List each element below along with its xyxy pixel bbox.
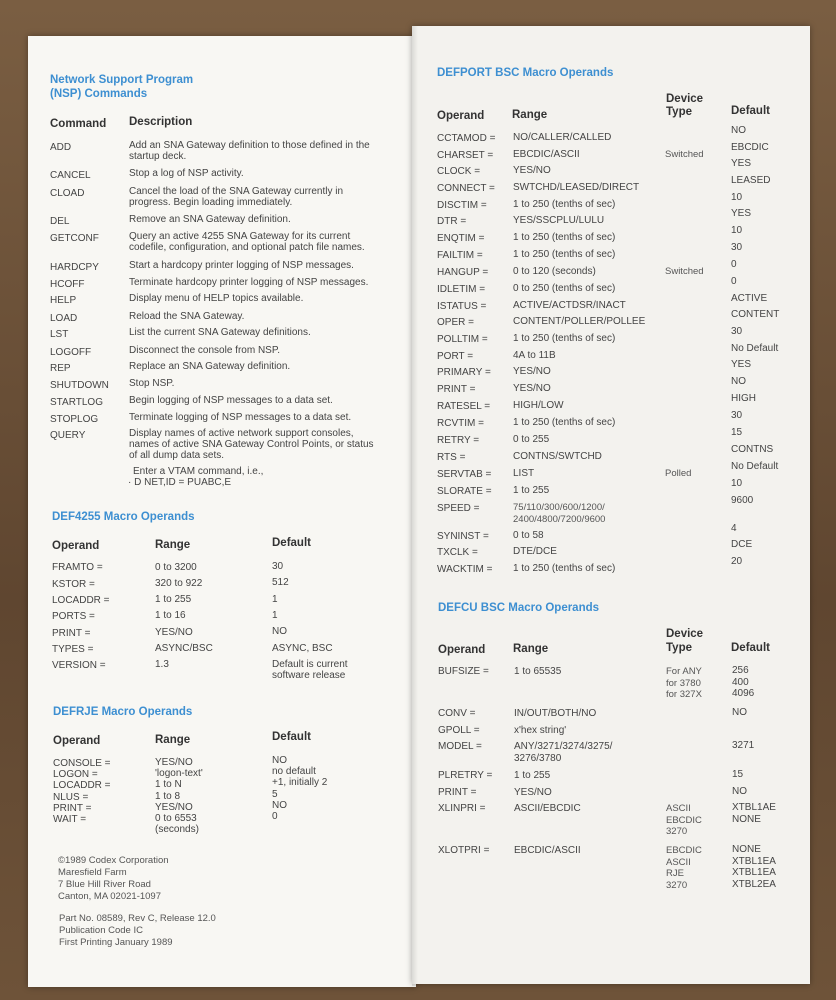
defrje-default: 5 (272, 788, 278, 800)
nsp-description: codefile, configuration, and optional patch file names. (129, 242, 365, 254)
defport-range: LIST (513, 468, 535, 479)
defport-range: 1 to 250 (tenths of sec) (513, 417, 616, 428)
nsp-command: QUERY (50, 430, 86, 442)
defport-range: HIGH/LOW (513, 400, 564, 411)
nsp-command: ADD (50, 142, 72, 153)
defport-range: DTE/DCE (513, 546, 557, 557)
defport-operand: CLOCK = (437, 166, 481, 177)
footer-part-line: Part No. 08589, Rev C, Release 12.0 (59, 913, 216, 924)
nsp-description: Start a hardcopy printer logging of NSP messages. (129, 259, 354, 271)
defcu-device-type: for 327X (666, 689, 702, 700)
defrje-operand: PRINT = (53, 802, 92, 814)
def4255-range: YES/NO (155, 626, 193, 638)
defport-header-device: Device (666, 93, 704, 105)
defcu-range: IN/OUT/BOTH/NO (514, 708, 597, 719)
defrje-operand: LOGON = (53, 769, 98, 781)
nsp-description: Terminate logging of NSP messages to a data set. (129, 411, 352, 423)
nsp-description: progress. Begin loading immediately. (129, 196, 293, 208)
defcu-device-type: ASCII (666, 803, 691, 814)
footer-address-line: Canton, MA 02021-1097 (58, 891, 161, 902)
defcu-default: XTBL1AE (732, 802, 776, 813)
nsp-description: Begin logging of NSP messages to a data set. (129, 394, 333, 406)
defport-default: 10 (731, 192, 743, 203)
defport-range: 75/110/300/600/1200/ (513, 502, 605, 513)
defport-default: 30 (731, 242, 743, 253)
defport-operand: WACKTIM = (437, 564, 493, 575)
defport-range: ACTIVE/ACTDSR/INACT (513, 300, 626, 311)
def4255-default: ASYNC, BSC (272, 642, 333, 654)
defcu-default: XTBL1EA (732, 855, 776, 867)
defport-range: 1 to 250 (tenths of sec) (513, 249, 616, 260)
defrje-range: YES/NO (155, 801, 193, 813)
defport-header-device: Type (666, 106, 692, 118)
defcu-operand: XLOTPRI = (438, 845, 490, 856)
def4255-operand: PRINT = (52, 627, 91, 639)
defrje-title: DEFRJE Macro Operands (53, 706, 193, 718)
defport-operand: CONNECT = (437, 183, 495, 194)
defrje-range: 0 to 6553 (155, 813, 197, 824)
defport-operand: ENQTIM = (437, 233, 485, 244)
defport-operand: SLORATE = (437, 486, 492, 497)
defport-operand: OPER = (437, 317, 474, 328)
defcu-default: 400 (732, 676, 749, 688)
def4255-default: 512 (272, 577, 289, 589)
nsp-description: Add an SNA Gateway definition to those defined in the (129, 140, 370, 151)
def4255-range: 0 to 3200 (155, 561, 197, 573)
nsp-description: List the current SNA Gateway definitions. (129, 327, 311, 339)
nsp-command: SHUTDOWN (50, 380, 109, 392)
footer-address-line: Maresfield Farm (58, 867, 127, 878)
defport-default: No Default (731, 461, 779, 472)
nsp-description: Remove an SNA Gateway definition. (129, 214, 291, 226)
defcu-header-device: Device (666, 628, 704, 640)
nsp-command: GETCONF (50, 233, 99, 245)
defcu-range: 1 to 255 (514, 770, 551, 781)
defport-operand: PORT = (437, 351, 474, 362)
nsp-description: of all dump data sets. (129, 450, 225, 462)
footer-address-line: 7 Blue Hill River Road (58, 879, 151, 890)
nsp-command: REP (50, 362, 71, 374)
defport-range: NO/CALLER/CALLED (513, 132, 612, 143)
defport-range: CONTENT/POLLER/POLLEE (513, 316, 646, 327)
defrje-header-operand: Operand (53, 735, 101, 747)
defport-default: CONTNS (731, 444, 774, 455)
defport-device-type: Switched (665, 266, 704, 277)
defport-operand: RCVTIM = (437, 418, 484, 429)
nsp-command: CLOAD (50, 187, 85, 199)
defport-range: EBCDIC/ASCII (513, 149, 580, 160)
defport-default: 4 (731, 523, 737, 534)
defrje-default: 0 (272, 811, 278, 822)
defcu-range: ASCII/EBCDIC (514, 803, 581, 814)
defport-operand: CHARSET = (437, 150, 494, 161)
nsp-command: HCOFF (50, 279, 85, 291)
defcu-operand: PRINT = (438, 787, 477, 798)
defcu-default: 15 (732, 769, 744, 780)
nsp-description: Query an active 4255 SNA Gateway for its current (129, 231, 351, 243)
defport-operand: SPEED = (437, 503, 480, 514)
defport-operand: PRIMARY = (437, 367, 491, 378)
def4255-operand: KSTOR = (52, 578, 95, 590)
defport-range: SWTCHD/LEASED/DIRECT (513, 182, 640, 193)
defcu-range: 1 to 65535 (514, 666, 562, 677)
defport-operand: PRINT = (437, 384, 476, 395)
nsp-command: LOGOFF (50, 346, 92, 358)
defcu-operand: XLINPRI = (438, 803, 486, 814)
def4255-default: NO (272, 626, 287, 638)
def4255-default: 1 (272, 593, 278, 605)
def4255-header-operand: Operand (52, 540, 100, 552)
defcu-default: XTBL2EA (732, 878, 776, 890)
defport-operand: IDLETIM = (437, 284, 486, 295)
defcu-title: DEFCU BSC Macro Operands (438, 602, 600, 614)
def4255-range: 1 to 255 (155, 594, 192, 606)
footer-part-line: Publication Code IC (59, 925, 143, 936)
defcu-default: 256 (732, 665, 749, 676)
nsp-command: HARDCPY (50, 261, 99, 273)
def4255-operand: FRAMTO = (52, 562, 103, 574)
nsp-command: STARTLOG (50, 396, 103, 408)
nsp-title: Network Support Program (50, 74, 194, 86)
defport-title: DEFPORT BSC Macro Operands (437, 67, 614, 79)
defport-default: YES (731, 208, 752, 219)
defport-range: 1 to 250 (tenths of sec) (513, 563, 616, 574)
defcu-device-type: 3270 (666, 879, 688, 891)
defport-range: 1 to 250 (tenths of sec) (513, 333, 616, 344)
defport-range: 1 to 250 (tenths of sec) (513, 199, 616, 210)
defport-range: 4A to 11B (513, 350, 556, 361)
defcu-device-type: For ANY (666, 666, 702, 677)
defport-range: YES/NO (513, 165, 551, 176)
defrje-operand: LOCADDR = (53, 780, 111, 792)
defcu-range: x'hex string' (514, 725, 567, 736)
nsp-description: Reload the SNA Gateway. (129, 310, 245, 322)
defport-range: 0 to 255 (513, 434, 550, 445)
nsp-description: Stop NSP. (129, 378, 175, 390)
nsp-description: · D NET,ID = PUABC,E (128, 476, 232, 488)
defport-default: 0 (731, 276, 737, 287)
defport-operand: RTS = (437, 452, 466, 463)
defport-default: NO (731, 376, 746, 387)
footer-part-line: First Printing January 1989 (59, 937, 173, 948)
defrje-range: YES/NO (155, 757, 193, 768)
defrje-range: 1 to 8 (155, 790, 181, 802)
nsp-command: STOPLOG (50, 413, 99, 425)
defport-device-type: Polled (665, 468, 692, 479)
defport-operand: SYNINST = (437, 531, 489, 542)
defport-operand: CCTAMOD = (437, 133, 496, 144)
footer-address-line: ©1989 Codex Corporation (58, 855, 169, 866)
def4255-default: software release (272, 669, 346, 681)
defport-operand: POLLTIM = (437, 334, 488, 345)
nsp-description: names of active SNA Gateway Control Points, or status (129, 439, 374, 451)
defcu-default: XTBL1EA (732, 867, 776, 878)
defcu-default: NO (732, 786, 747, 797)
defport-operand: DISCTIM = (437, 200, 487, 211)
defport-default: No Default (731, 343, 779, 354)
defcu-range: EBCDIC/ASCII (514, 845, 581, 856)
defrje-header-range: Range (155, 734, 191, 746)
nsp-command: HELP (50, 295, 77, 307)
defport-range: YES/NO (513, 366, 551, 377)
page-fold (412, 26, 418, 986)
defport-range: 0 to 250 (tenths of sec) (513, 283, 616, 294)
defport-range: YES/SSCPLU/LULU (513, 215, 605, 226)
defrje-operand: WAIT = (53, 814, 87, 825)
defport-operand: DTR = (437, 216, 467, 227)
defport-range: YES/NO (513, 383, 551, 394)
def4255-header-default: Default (272, 537, 311, 549)
def4255-range: 1.3 (155, 659, 169, 671)
def4255-operand: PORTS = (52, 611, 95, 623)
nsp-description: Terminate hardcopy printer logging of NSP messages. (129, 277, 369, 289)
defrje-range: 'logon-text' (155, 768, 203, 780)
defport-header-operand: Operand (437, 110, 485, 122)
defcu-range: YES/NO (514, 787, 552, 798)
nsp-command: DEL (50, 216, 70, 228)
defport-operand: HANGUP = (437, 267, 489, 278)
def4255-header-range: Range (155, 539, 191, 551)
nsp-command: CANCEL (50, 170, 91, 182)
def4255-default: 30 (272, 561, 284, 572)
def4255-operand: LOCADDR = (52, 594, 110, 606)
def4255-operand: TYPES = (52, 643, 94, 655)
defport-default: EBCDIC (731, 142, 769, 153)
defport-default: 0 (731, 259, 737, 270)
defrje-header-default: Default (272, 731, 311, 743)
defport-default: 30 (731, 410, 743, 421)
defcu-device-type: ASCII (666, 856, 691, 868)
defcu-header-device: Type (666, 642, 692, 654)
nsp-description: Display menu of HELP topics available. (129, 293, 304, 305)
nsp-command: LST (50, 329, 69, 341)
defport-operand: RETRY = (437, 435, 480, 446)
defport-range: 1 to 255 (513, 485, 550, 496)
nsp-description: Enter a VTAM command, i.e., (133, 465, 264, 477)
nsp-description: Disconnect the console from NSP. (129, 344, 281, 356)
defport-default: 20 (731, 556, 743, 567)
nsp-description: Display names of active network support consoles, (129, 428, 354, 440)
defcu-operand: PLRETRY = (438, 770, 493, 781)
defcu-range: ANY/3271/3274/3275/ (514, 741, 613, 752)
defrje-range: 1 to N (155, 779, 182, 791)
def4255-default: Default is current (272, 658, 348, 670)
defrje-default: NO (272, 799, 287, 811)
nsp-header-description: Description (129, 116, 193, 128)
defport-default: 9600 (731, 495, 754, 506)
nsp-description: Stop a log of NSP activity. (129, 168, 244, 180)
defcu-default: NONE (732, 844, 761, 855)
defport-default: NO (731, 125, 746, 136)
defport-operand: FAILTIM = (437, 250, 483, 261)
defport-default: 30 (731, 326, 743, 337)
defrje-default: no default (272, 766, 316, 778)
defport-default: HIGH (731, 393, 756, 404)
defport-operand: RATESEL = (437, 401, 491, 412)
defport-default: ACTIVE (731, 293, 768, 304)
defcu-header-operand: Operand (438, 644, 486, 656)
defrje-range: (seconds) (155, 824, 199, 835)
defport-range: 2400/4800/7200/9600 (513, 514, 606, 525)
defcu-device-type: 3270 (666, 826, 688, 837)
defcu-header-range: Range (513, 643, 549, 655)
defport-default: 15 (731, 427, 743, 438)
defcu-default: NO (732, 707, 747, 718)
defport-range: 0 to 120 (seconds) (513, 266, 596, 277)
defcu-device-type: EBCDIC (666, 845, 702, 856)
defport-range: 0 to 58 (513, 530, 544, 541)
defcu-default: 4096 (732, 688, 755, 699)
defcu-operand: GPOLL = (438, 725, 480, 736)
defport-header-range: Range (512, 109, 548, 121)
nsp-description: Cancel the load of the SNA Gateway currently in (129, 185, 344, 197)
def4255-operand: VERSION = (52, 660, 106, 672)
defport-header-default: Default (731, 105, 770, 117)
defcu-device-type: for 3780 (666, 677, 701, 689)
defcu-device-type: RJE (666, 868, 684, 879)
nsp-description: Replace an SNA Gateway definition. (129, 360, 291, 372)
defcu-default: 3271 (732, 740, 755, 751)
defcu-operand: CONV = (438, 708, 476, 719)
defport-range: 1 to 250 (tenths of sec) (513, 232, 616, 243)
nsp-title: (NSP) Commands (50, 88, 148, 100)
defport-operand: TXCLK = (437, 547, 478, 558)
defcu-operand: BUFSIZE = (438, 666, 489, 677)
defport-operand: SERVTAB = (437, 469, 492, 480)
nsp-description: startup deck. (129, 151, 187, 162)
defrje-default: +1, initially 2 (272, 777, 328, 789)
defrje-operand: CONSOLE = (53, 758, 111, 769)
defport-default: CONTENT (731, 309, 780, 320)
defport-device-type: Switched (665, 149, 704, 160)
nsp-command: LOAD (50, 312, 78, 324)
def4255-default: 1 (272, 609, 278, 621)
defrje-default: NO (272, 755, 287, 766)
def4255-range: 320 to 922 (155, 577, 203, 589)
defport-operand: ISTATUS = (437, 301, 487, 312)
defport-default: 10 (731, 225, 743, 236)
defcu-header-default: Default (731, 642, 770, 654)
defport-range: CONTNS/SWTCHD (513, 451, 602, 462)
def4255-range: ASYNC/BSC (155, 643, 213, 654)
def4255-range: 1 to 16 (155, 610, 186, 622)
defport-default: 10 (731, 478, 743, 489)
defport-default: DCE (731, 539, 753, 550)
defrje-operand: NLUS = (53, 791, 89, 803)
defcu-operand: MODEL = (438, 741, 482, 752)
defport-default: YES (731, 359, 752, 370)
def4255-title: DEF4255 Macro Operands (52, 511, 195, 523)
defport-default: LEASED (731, 175, 771, 186)
defcu-device-type: EBCDIC (666, 814, 702, 826)
nsp-header-command: Command (50, 118, 107, 130)
defport-default: YES (731, 158, 752, 169)
defcu-range: 3276/3780 (514, 753, 562, 764)
defcu-default: NONE (732, 813, 761, 825)
